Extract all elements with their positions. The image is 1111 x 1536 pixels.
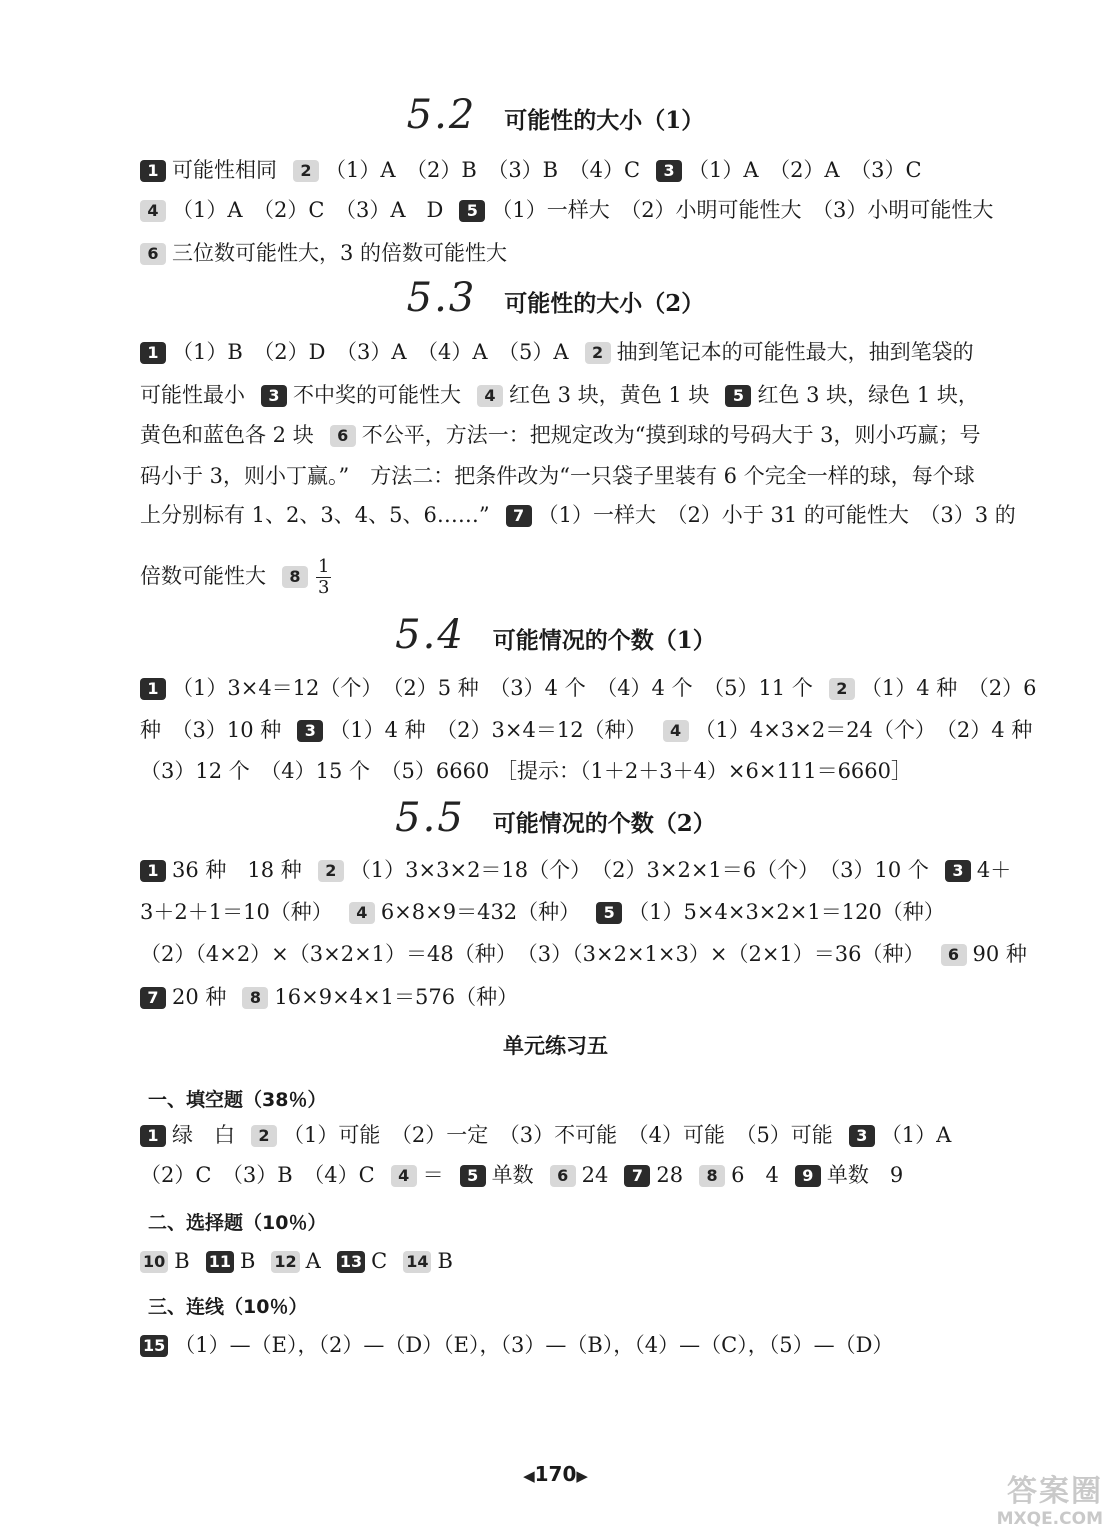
answer-text: 28 (656, 1163, 684, 1187)
answer-line (140, 1330, 1033, 1360)
answer-text: 20 种 (172, 985, 227, 1009)
answer-text: 24 (581, 1163, 609, 1187)
answer-line (140, 380, 1033, 410)
answer-text: （1）A （2）C （3）A D (172, 198, 444, 222)
question-number-badge: 4 (349, 902, 375, 924)
question-number-badge: 7 (624, 1165, 650, 1187)
question-number-badge: 8 (699, 1165, 725, 1187)
answer-text: 三位数可能性大，3 的倍数可能性大 (172, 241, 508, 265)
answer-text: 单数 (491, 1163, 534, 1187)
answer-text: 16×9×4×1＝576（种） (274, 985, 519, 1009)
answer-text: （1）4 种 （2）3×4＝12（种） (329, 718, 647, 742)
question-number-badge: 1 (140, 160, 166, 182)
answer-text: 抽到笔记本的可能性最大，抽到笔袋的 (616, 340, 974, 364)
answer-text: 4＋ (976, 858, 1012, 882)
question-number-badge: 5 (596, 902, 622, 924)
answer-line (140, 939, 1033, 969)
answer-line (140, 195, 1033, 225)
answer-text: 6×8×9＝432（种） (380, 900, 581, 924)
section-title: 可能性的大小（1） (504, 107, 705, 134)
question-number-badge: 10 (140, 1251, 168, 1273)
question-number-badge: 3 (849, 1125, 875, 1147)
question-number-badge: 1 (140, 678, 166, 700)
question-number-badge: 6 (140, 243, 166, 265)
answer-text: 码小于 3，则小丁赢。” 方法二：把条件改为“一只袋子里装有 6 个完全一样的球，每个球 (140, 464, 975, 488)
question-number-badge: 7 (506, 505, 532, 527)
answer-line (140, 420, 1033, 450)
question-number-badge: 2 (585, 342, 611, 364)
question-number-badge: 3 (261, 385, 287, 407)
question-number-badge: 6 (550, 1165, 576, 1187)
answer-text: 红色 3 块，绿色 1 块， (757, 383, 979, 407)
answer-text: C (371, 1249, 388, 1273)
answer-text: 6 4 (731, 1163, 779, 1187)
question-number-badge: 2 (293, 160, 319, 182)
question-number-badge: 9 (795, 1165, 821, 1187)
question-number-badge: 2 (318, 860, 344, 882)
answer-line (140, 1160, 1033, 1190)
fraction-numerator: 1 (318, 556, 330, 577)
question-number-badge: 6 (330, 425, 356, 447)
answer-text: （1）5×4×3×2×1＝120（种） (628, 900, 945, 924)
answer-text: （1）一样大 （2）小于 31 的可能性大 （3）3 的 (537, 503, 1016, 527)
answer-text: 黄色和蓝色各 2 块 (140, 423, 314, 447)
question-number-badge: 13 (337, 1251, 365, 1273)
section-title: 可能情况的个数（2） (492, 810, 716, 837)
answer-line (140, 982, 1033, 1012)
answer-text: （1）一样大 （2）小明可能性大 （3）小明可能性大 (491, 198, 994, 222)
section-title: 可能性的大小（2） (504, 290, 705, 317)
question-number-badge: 4 (140, 200, 166, 222)
answer-text: B (174, 1249, 190, 1273)
answer-text: （2）C （3）B （4）C (140, 1163, 375, 1187)
answer-text: 可能性最小 (140, 383, 245, 407)
question-number-badge: 12 (271, 1251, 299, 1273)
right-arrow-icon: ▶ (576, 1467, 588, 1485)
question-number-badge: 3 (945, 860, 971, 882)
answer-text: （1）3×4＝12（个） （2）5 种 （3）4 个 （4）4 个 （5）11 个 (172, 676, 813, 700)
answer-line (140, 673, 1037, 703)
answer-line-last (140, 548, 1033, 604)
answer-text: 上分别标有 1、2、3、4、5、6……” (140, 503, 490, 527)
answer-text: （1）4 种 （2）6 (860, 676, 1037, 700)
answer-text: （1）3×3×2＝18（个） （2）3×2×1＝6（个） （3）10 个 (349, 858, 929, 882)
answer-text: 单数 9 (826, 1163, 904, 1187)
section-heading-5-5 (0, 795, 1111, 844)
question-number-badge: 5 (725, 385, 751, 407)
section-number: 5.5 (395, 795, 465, 841)
answer-text: 种 （3）10 种 (140, 718, 282, 742)
answer-line (140, 1246, 1033, 1276)
answer-text: B (239, 1249, 256, 1273)
answer-text: 不公平，方法一：把规定改为“摸到球的号码大于 3，则小巧赢；号 (361, 423, 981, 447)
answer-line (140, 238, 1033, 268)
question-number-badge: 3 (297, 720, 323, 742)
question-number-badge: 4 (391, 1165, 417, 1187)
answer-text: （1）A (880, 1123, 952, 1147)
question-number-badge: 1 (140, 1125, 166, 1147)
part-heading-multiple-choice: 二、选择题（10％） (148, 1212, 327, 1234)
answer-text: B (437, 1249, 453, 1273)
watermark-logo (903, 1475, 1103, 1531)
left-arrow-icon: ◀ (523, 1467, 535, 1485)
answer-text: 36 种 18 种 (172, 858, 302, 882)
question-number-badge: 11 (206, 1251, 234, 1273)
answer-text: （1）4×3×2＝24（个） （2）4 种 (694, 718, 1033, 742)
answer-line (140, 855, 1033, 885)
question-number-badge: 2 (829, 678, 855, 700)
section-number: 5.3 (406, 275, 477, 321)
question-number-badge: 7 (140, 987, 166, 1009)
answer-line (140, 337, 1033, 367)
section-heading-5-4 (0, 612, 1111, 661)
question-number-badge: 8 (282, 566, 308, 588)
question-number-badge: 4 (663, 720, 689, 742)
watermark-text-en: MXQE.COM (996, 1509, 1103, 1529)
answer-text: （2）（4×2）×（3×2×1）＝48（种） （3）（3×2×1×3）×（2×1）＝36（种） (140, 942, 925, 966)
answer-text: A (305, 1249, 321, 1273)
answer-line (140, 461, 1033, 491)
question-number-badge: 1 (140, 860, 166, 882)
fraction (316, 557, 331, 598)
answer-line (140, 897, 1033, 927)
answer-text: （1）A （2）A （3）C (688, 158, 922, 182)
section-heading-5-2 (0, 92, 1111, 141)
answer-text: （1）—（E），（2）—（D）（E），（3）—（B），（4）—（C），（5）—（D） (174, 1333, 894, 1357)
answer-text: 绿 白 (172, 1123, 235, 1147)
question-number-badge: 15 (140, 1335, 168, 1357)
part-heading-fill-in: 一、填空题（38％） (148, 1089, 327, 1111)
answer-text: 不中奖的可能性大 (293, 383, 461, 407)
question-number-badge: 1 (140, 342, 166, 364)
answer-text: （3）12 个 （4）15 个 （5）6660 ［提示：（1＋2＋3＋4）×6×111＝6660］ (140, 759, 913, 783)
answer-line (140, 155, 1033, 185)
watermark-text-cn: 答案圈 (1007, 1474, 1103, 1509)
question-number-badge: 4 (477, 385, 503, 407)
section-number: 5.4 (395, 612, 465, 658)
section-title: 可能情况的个数（1） (492, 627, 716, 654)
answer-line (140, 500, 1033, 530)
question-number-badge: 5 (459, 200, 485, 222)
answer-text: 红色 3 块，黄色 1 块 (509, 383, 710, 407)
question-number-badge: 3 (656, 160, 682, 182)
answer-text: 倍数可能性大 (140, 564, 266, 588)
answer-text: （1）A （2）B （3）B （4）C (325, 158, 641, 182)
section-number: 5.2 (406, 92, 477, 138)
answer-text: 3＋2＋1＝10（种） (140, 900, 333, 924)
answer-text: （1）可能 （2）一定 （3）不可能 （4）可能 （5）可能 (283, 1123, 833, 1147)
page-number: 170 (534, 1462, 577, 1486)
answer-line (140, 715, 1033, 745)
section-heading-5-3 (0, 275, 1111, 324)
question-number-badge: 8 (242, 987, 268, 1009)
question-number-badge: 2 (251, 1125, 277, 1147)
answer-text: ＝ (422, 1163, 444, 1187)
question-number-badge: 5 (460, 1165, 486, 1187)
question-number-badge: 6 (941, 944, 967, 966)
fraction-denominator: 3 (318, 577, 330, 598)
part-heading-matching: 三、连线（10％） (148, 1296, 308, 1318)
answer-text: （1）B （2）D （3）A （4）A （5）A (172, 340, 569, 364)
answer-line (140, 1120, 1033, 1150)
question-number-badge: 14 (403, 1251, 431, 1273)
answer-text: 可能性相同 (172, 158, 277, 182)
answer-text: 90 种 (972, 942, 1027, 966)
unit-exercise-title: 单元练习五 (503, 1034, 608, 1058)
answer-line (140, 756, 1033, 786)
